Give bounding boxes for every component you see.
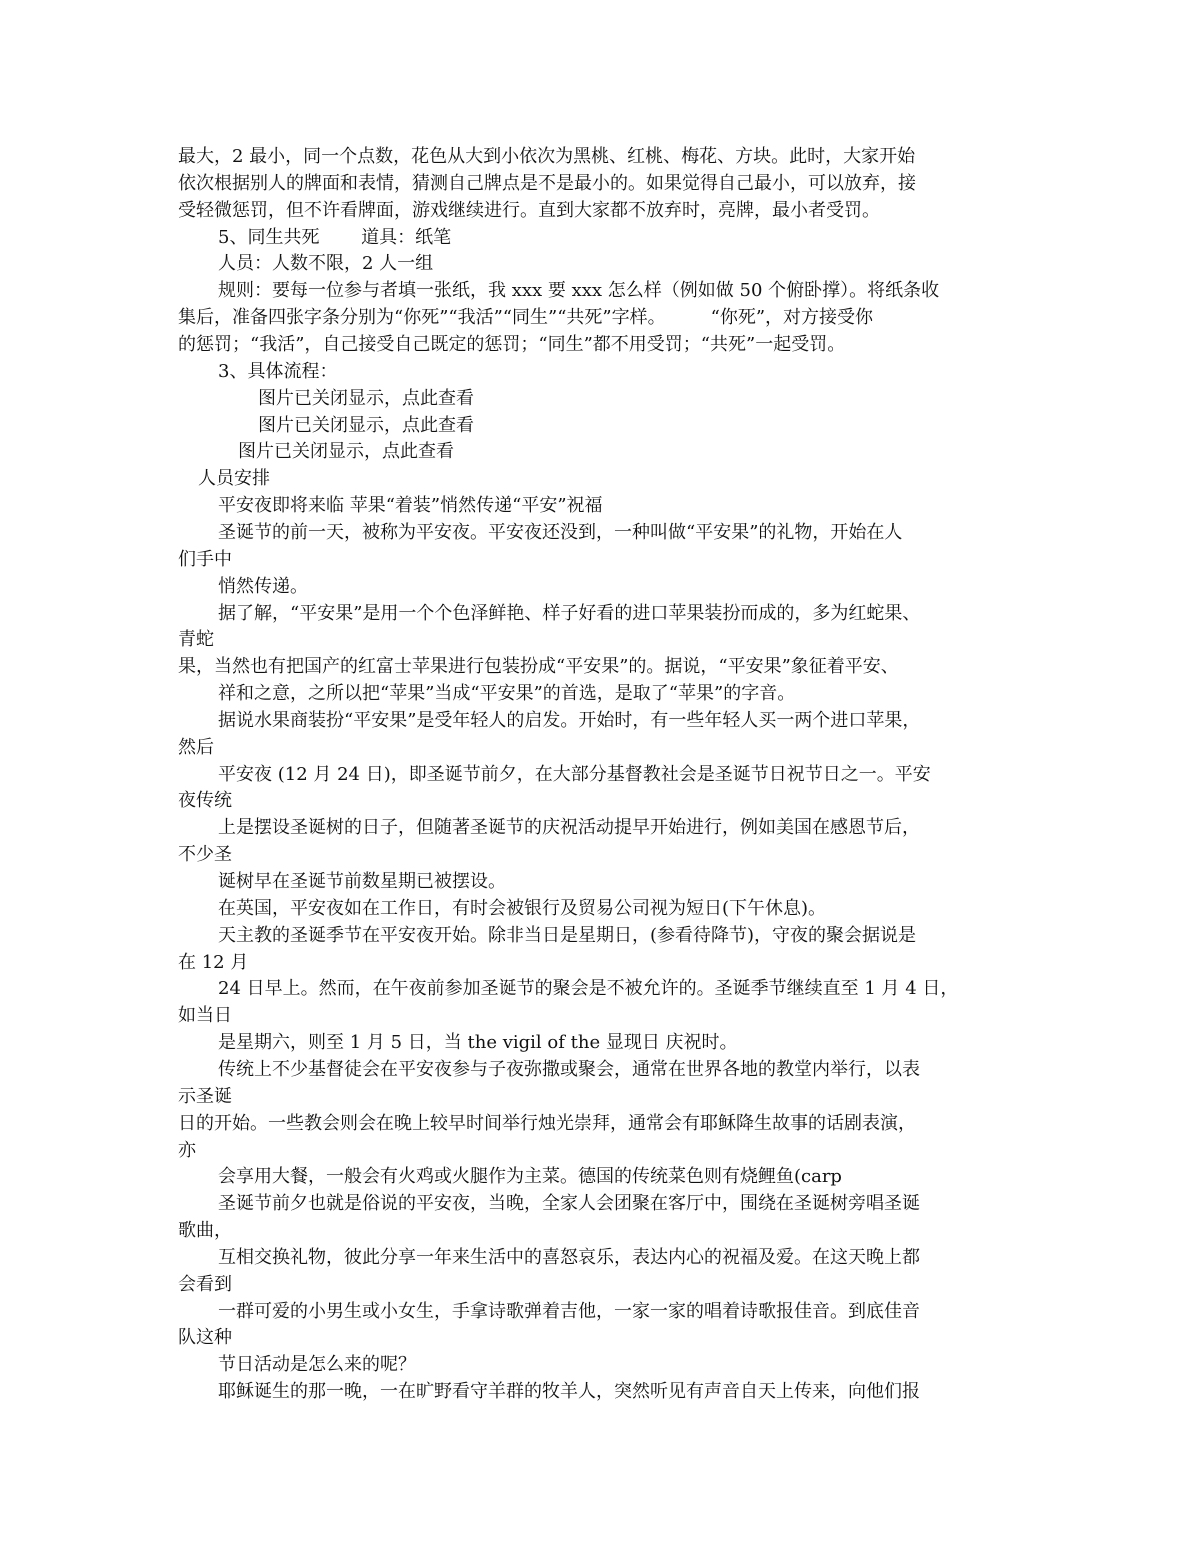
text-line: [0, 1191, 1200, 1217]
text-line: [0, 1138, 1200, 1164]
text-line-content: 悄然传递。: [218, 575, 308, 597]
text-line-content: 会看到: [178, 1273, 232, 1295]
text-line-content: 图片已关闭显示，点此查看: [258, 387, 474, 409]
text-line-content: 人员安排: [198, 468, 270, 490]
text-line: [0, 305, 1200, 331]
text-line-content: 节日活动是怎么来的呢？: [218, 1354, 416, 1376]
text-line-content: 5、同生共死 道具：纸笔: [218, 226, 452, 248]
text-line-content: 歌曲，: [178, 1220, 232, 1241]
text-line-content: 圣诞节的前一天，被称为平安夜。平安夜还没到，一种叫做“平安果”的礼物，开始在人: [218, 521, 903, 543]
text-line-content: 队这种: [178, 1327, 232, 1349]
text-line: [0, 681, 1200, 707]
text-line-content: 集后，准备四张字条分别为“你死”“我活”“同生”“共死”字样。 “你死”，对方接受你: [178, 307, 874, 329]
text-line: [0, 574, 1200, 600]
text-line: [0, 332, 1200, 358]
text-line-content: 示圣诞: [178, 1085, 232, 1107]
text-line-content: 在 12 月: [178, 951, 249, 973]
text-line-content: 如当日: [178, 1005, 232, 1027]
text-line: [0, 493, 1200, 519]
text-line: [0, 251, 1200, 277]
text-line: [0, 1218, 1200, 1244]
text-line: [0, 601, 1200, 627]
text-line-content: 们手中: [178, 548, 232, 570]
text-line-content: 24 日早上。然而，在午夜前参加圣诞节的聚会是不被允许的。圣诞季节继续直至 1 月 4 日，: [218, 978, 959, 1000]
text-line-content: 最大，2 最小，同一个点数，花色从大到小依次为黑桃、红桃、梅花、方块。此时，大家开始: [178, 146, 916, 167]
text-line-content: 天主教的圣诞季节在平安夜开始。除非当日是星期日，(参看待降节)，守夜的聚会据说是: [218, 924, 917, 946]
text-line-content: 亦: [178, 1139, 196, 1161]
text-line: [0, 896, 1200, 922]
text-line-content: 会享用大餐，一般会有火鸡或火腿作为主菜。德国的传统菜色则有烧鲤鱼(carp: [218, 1166, 842, 1188]
text-line: [0, 627, 1200, 653]
text-line: [0, 708, 1200, 734]
text-line-content: 图片已关闭显示，点此查看: [238, 441, 454, 463]
text-line-content: 然后: [178, 736, 214, 758]
text-line-content: 依次根据别人的牌面和表情，猜测自己牌点是不是最小的。如果觉得自己最小，可以放弃，接: [178, 172, 916, 194]
text-line: [0, 950, 1200, 976]
text-line-content: 在英国，平安夜如在工作日，有时会被银行及贸易公司视为短日(下午休息)。: [218, 897, 827, 919]
text-line: [0, 1030, 1200, 1056]
text-line-content: 耶稣诞生的那一晚，一在旷野看守羊群的牧羊人，突然听见有声音自天上传来，向他们报: [218, 1381, 920, 1403]
text-line-content: 的惩罚；“我活”，自己接受自己既定的惩罚；“同生”都不用受罚；“共死”一起受罚。: [178, 334, 846, 355]
text-line-content: 祥和之意，之所以把“苹果”当成“平安果”的首选，是取了“苹果”的字音。: [218, 683, 796, 704]
text-line-content: 3、具体流程：: [218, 360, 338, 382]
text-line: [0, 1003, 1200, 1029]
text-line-content: 诞树早在圣诞节前数星期已被摆设。: [218, 871, 506, 892]
text-line: [0, 278, 1200, 304]
text-line: [0, 869, 1200, 895]
text-line: [0, 842, 1200, 868]
text-line: [0, 1245, 1200, 1271]
text-line: [0, 359, 1200, 385]
text-line: [0, 1272, 1200, 1298]
text-line-content: 规则：要每一位参与者填一张纸，我 xxx 要 xxx 怎么样（例如做 50 个俯卧撑）。将纸条收: [218, 280, 940, 302]
text-line-content: 圣诞节前夕也就是俗说的平安夜，当晚，全家人会团聚在客厅中，围绕在圣诞树旁唱圣诞: [218, 1193, 920, 1215]
text-line-content: 据说水果商装扮“平安果”是受年轻人的启发。开始时，有一些年轻人买一两个进口苹果，: [218, 709, 921, 731]
text-line: [0, 762, 1200, 788]
text-line: [0, 1111, 1200, 1137]
text-line: [0, 1084, 1200, 1110]
text-line: [0, 171, 1200, 197]
text-line-content: 平安夜 (12 月 24 日)，即圣诞节前夕，在大部分基督教社会是圣诞节日祝节日之一。平安: [218, 763, 931, 785]
text-line: [0, 466, 1200, 492]
text-line-content: 图片已关闭显示，点此查看: [258, 414, 474, 436]
text-line-content: 平安夜即将来临 苹果“着装”悄然传递“平安”祝福: [218, 495, 603, 517]
text-line: [0, 439, 1200, 465]
text-line-content: 一群可爱的小男生或小女生，手拿诗歌弹着吉他，一家一家的唱着诗歌报佳音。到底佳音: [218, 1300, 920, 1322]
text-line-content: 人员：人数不限，2 人一组: [218, 253, 434, 275]
text-line-content: 是星期六，则至 1 月 5 日，当 the vigil of the 显现日 庆祝时。: [218, 1032, 738, 1054]
text-line: [0, 735, 1200, 761]
text-line: [0, 1164, 1200, 1190]
text-line: [0, 923, 1200, 949]
text-line: [0, 198, 1200, 224]
text-line: [0, 1325, 1200, 1351]
text-line: [0, 1352, 1200, 1378]
text-line: [0, 654, 1200, 680]
text-line: [0, 976, 1200, 1002]
text-line: [0, 520, 1200, 546]
text-line-content: 上是摆设圣诞树的日子，但随著圣诞节的庆祝活动提早开始进行，例如美国在感恩节后，: [218, 817, 920, 839]
text-line-content: 不少圣: [178, 844, 232, 866]
text-line: [0, 815, 1200, 841]
text-line-content: 青蛇: [178, 629, 214, 651]
text-line: [0, 1299, 1200, 1325]
text-line: [0, 1379, 1200, 1405]
text-line: [0, 144, 1200, 170]
text-line: [0, 1057, 1200, 1083]
text-line: [0, 547, 1200, 573]
text-line: [0, 225, 1200, 251]
text-line-content: 互相交换礼物，彼此分享一年来生活中的喜怒哀乐，表达内心的祝福及爱。在这天晚上都: [218, 1246, 920, 1268]
text-line: [0, 413, 1200, 439]
text-line-content: 传统上不少基督徒会在平安夜参与子夜弥撒或聚会，通常在世界各地的教堂内举行，以表: [218, 1058, 920, 1080]
text-line-content: 受轻微惩罚，但不许看牌面，游戏继续进行。直到大家都不放弃时，亮牌，最小者受罚。: [178, 199, 880, 221]
text-line-content: 据了解，“平安果”是用一个个色泽鲜艳、样子好看的进口苹果装扮而成的，多为红蛇果、: [218, 602, 921, 624]
text-line-content: 日的开始。一些教会则会在晚上较早时间举行烛光崇拜，通常会有耶稣降生故事的话剧表演，: [178, 1112, 916, 1134]
text-line: [0, 788, 1200, 814]
text-line-content: 夜传统: [178, 790, 232, 812]
text-line-content: 果，当然也有把国产的红富士苹果进行包装扮成“平安果”的。据说，“平安果”象征着平安、: [178, 656, 899, 678]
text-line: [0, 386, 1200, 412]
